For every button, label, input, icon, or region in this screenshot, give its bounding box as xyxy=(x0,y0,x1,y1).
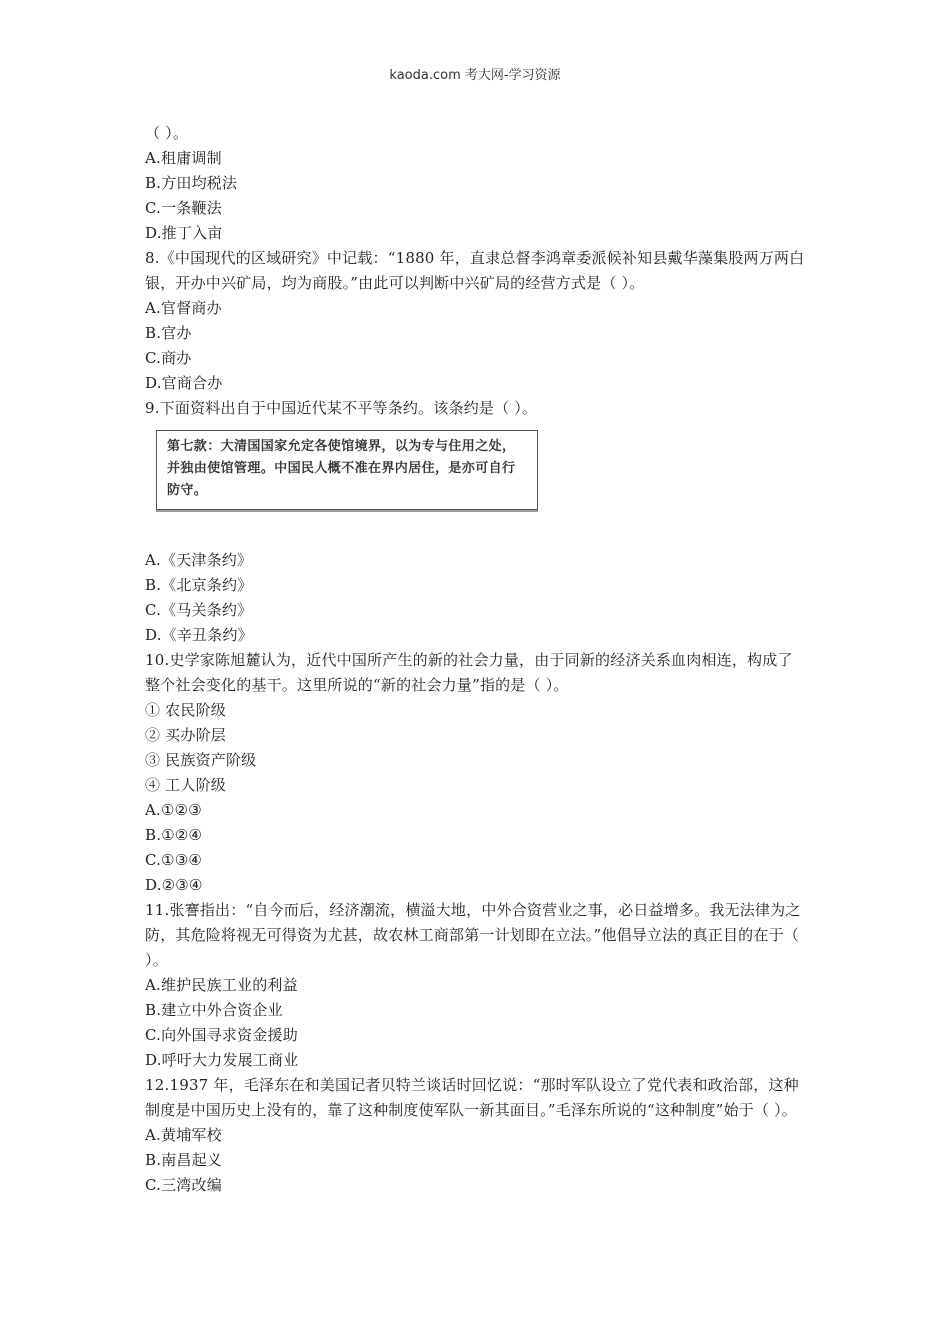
option-b: B.建立中外合资企业 xyxy=(145,1001,283,1019)
question-12 xyxy=(145,1073,805,1198)
option-b: B.南昌起义 xyxy=(145,1151,222,1169)
option-d: D.②③④ xyxy=(145,876,203,894)
option-c: C.向外国寻求资金援助 xyxy=(145,1026,298,1044)
option-a: A.①②③ xyxy=(145,801,202,819)
choice-item-2: ② 买办阶层 xyxy=(145,726,226,744)
option-c: C.《马关条约》 xyxy=(145,601,253,619)
question-10 xyxy=(145,648,805,898)
option-d: D.《辛丑条约》 xyxy=(145,626,253,644)
option-c: C.三湾改编 xyxy=(145,1176,222,1194)
question-stem: 9.下面资料出自于中国近代某不平等条约。该条约是（ ）。 xyxy=(145,399,538,417)
treaty-excerpt-box: 第七款：大清国国家允定各使馆境界，以为专与住用之处，并独由使馆管理。中国民人概不准在界内居住，是亦可自行防守。 xyxy=(156,430,538,510)
option-c: C.①③④ xyxy=(145,851,203,869)
question-stem-end: （ ）。 xyxy=(145,124,189,142)
question-stem: 11.张謇指出：“自今而后，经济潮流，横溢大地，中外合资营业之事，必日益增多。我无法律为之防，其危险将视无可得资为尤甚，故农林工商部第一计划即在立法。”他倡导立法的真正目的在于（ ）。 xyxy=(145,901,801,969)
question-stem: 10.史学家陈旭麓认为，近代中国所产生的新的社会力量，由于同新的经济关系血肉相连，构成了整个社会变化的基干。这里所说的“新的社会力量”指的是（ ）。 xyxy=(145,651,793,694)
option-a: A.维护民族工业的利益 xyxy=(145,976,298,994)
option-b: B.官办 xyxy=(145,324,192,342)
choice-item-1: ① 农民阶级 xyxy=(145,701,226,719)
choice-item-3: ③ 民族资产阶级 xyxy=(145,751,257,769)
option-d: D.呼吁大力发展工商业 xyxy=(145,1051,299,1069)
option-a: A.租庸调制 xyxy=(145,149,222,167)
option-a: A.黄埔军校 xyxy=(145,1126,222,1144)
option-a: A.《天津条约》 xyxy=(145,551,253,569)
option-d: D.推丁入亩 xyxy=(145,224,223,242)
option-c: C.一条鞭法 xyxy=(145,199,222,217)
exam-content xyxy=(145,121,805,1198)
option-c: C.商办 xyxy=(145,349,192,367)
question-stem: 8.《中国现代的区域研究》中记载：“1880 年，直隶总督李鸿章委派候补知县戴华藻集股两万两白银，开办中兴矿局，均为商股。”由此可以判断中兴矿局的经营方式是（ ）。 xyxy=(145,249,805,292)
option-a: A.官督商办 xyxy=(145,299,222,317)
choice-item-4: ④ 工人阶级 xyxy=(145,776,226,794)
option-b: B.①②④ xyxy=(145,826,203,844)
question-9 xyxy=(145,396,805,648)
question-7-tail xyxy=(145,121,805,246)
option-b: B.方田均税法 xyxy=(145,174,238,192)
page-header: kaoda.com 考大网-学习资源 xyxy=(389,68,561,83)
option-d: D.官商合办 xyxy=(145,374,223,392)
option-b: B.《北京条约》 xyxy=(145,576,253,594)
question-8 xyxy=(145,246,805,396)
question-11 xyxy=(145,898,805,1073)
question-stem: 12.1937 年，毛泽东在和美国记者贝特兰谈话时回忆说：“那时军队设立了党代表和政治部，这种制度是中国历史上没有的，靠了这种制度使军队一新其面目。”毛泽东所说的“这种制度”始于（ ）。 xyxy=(145,1076,799,1119)
